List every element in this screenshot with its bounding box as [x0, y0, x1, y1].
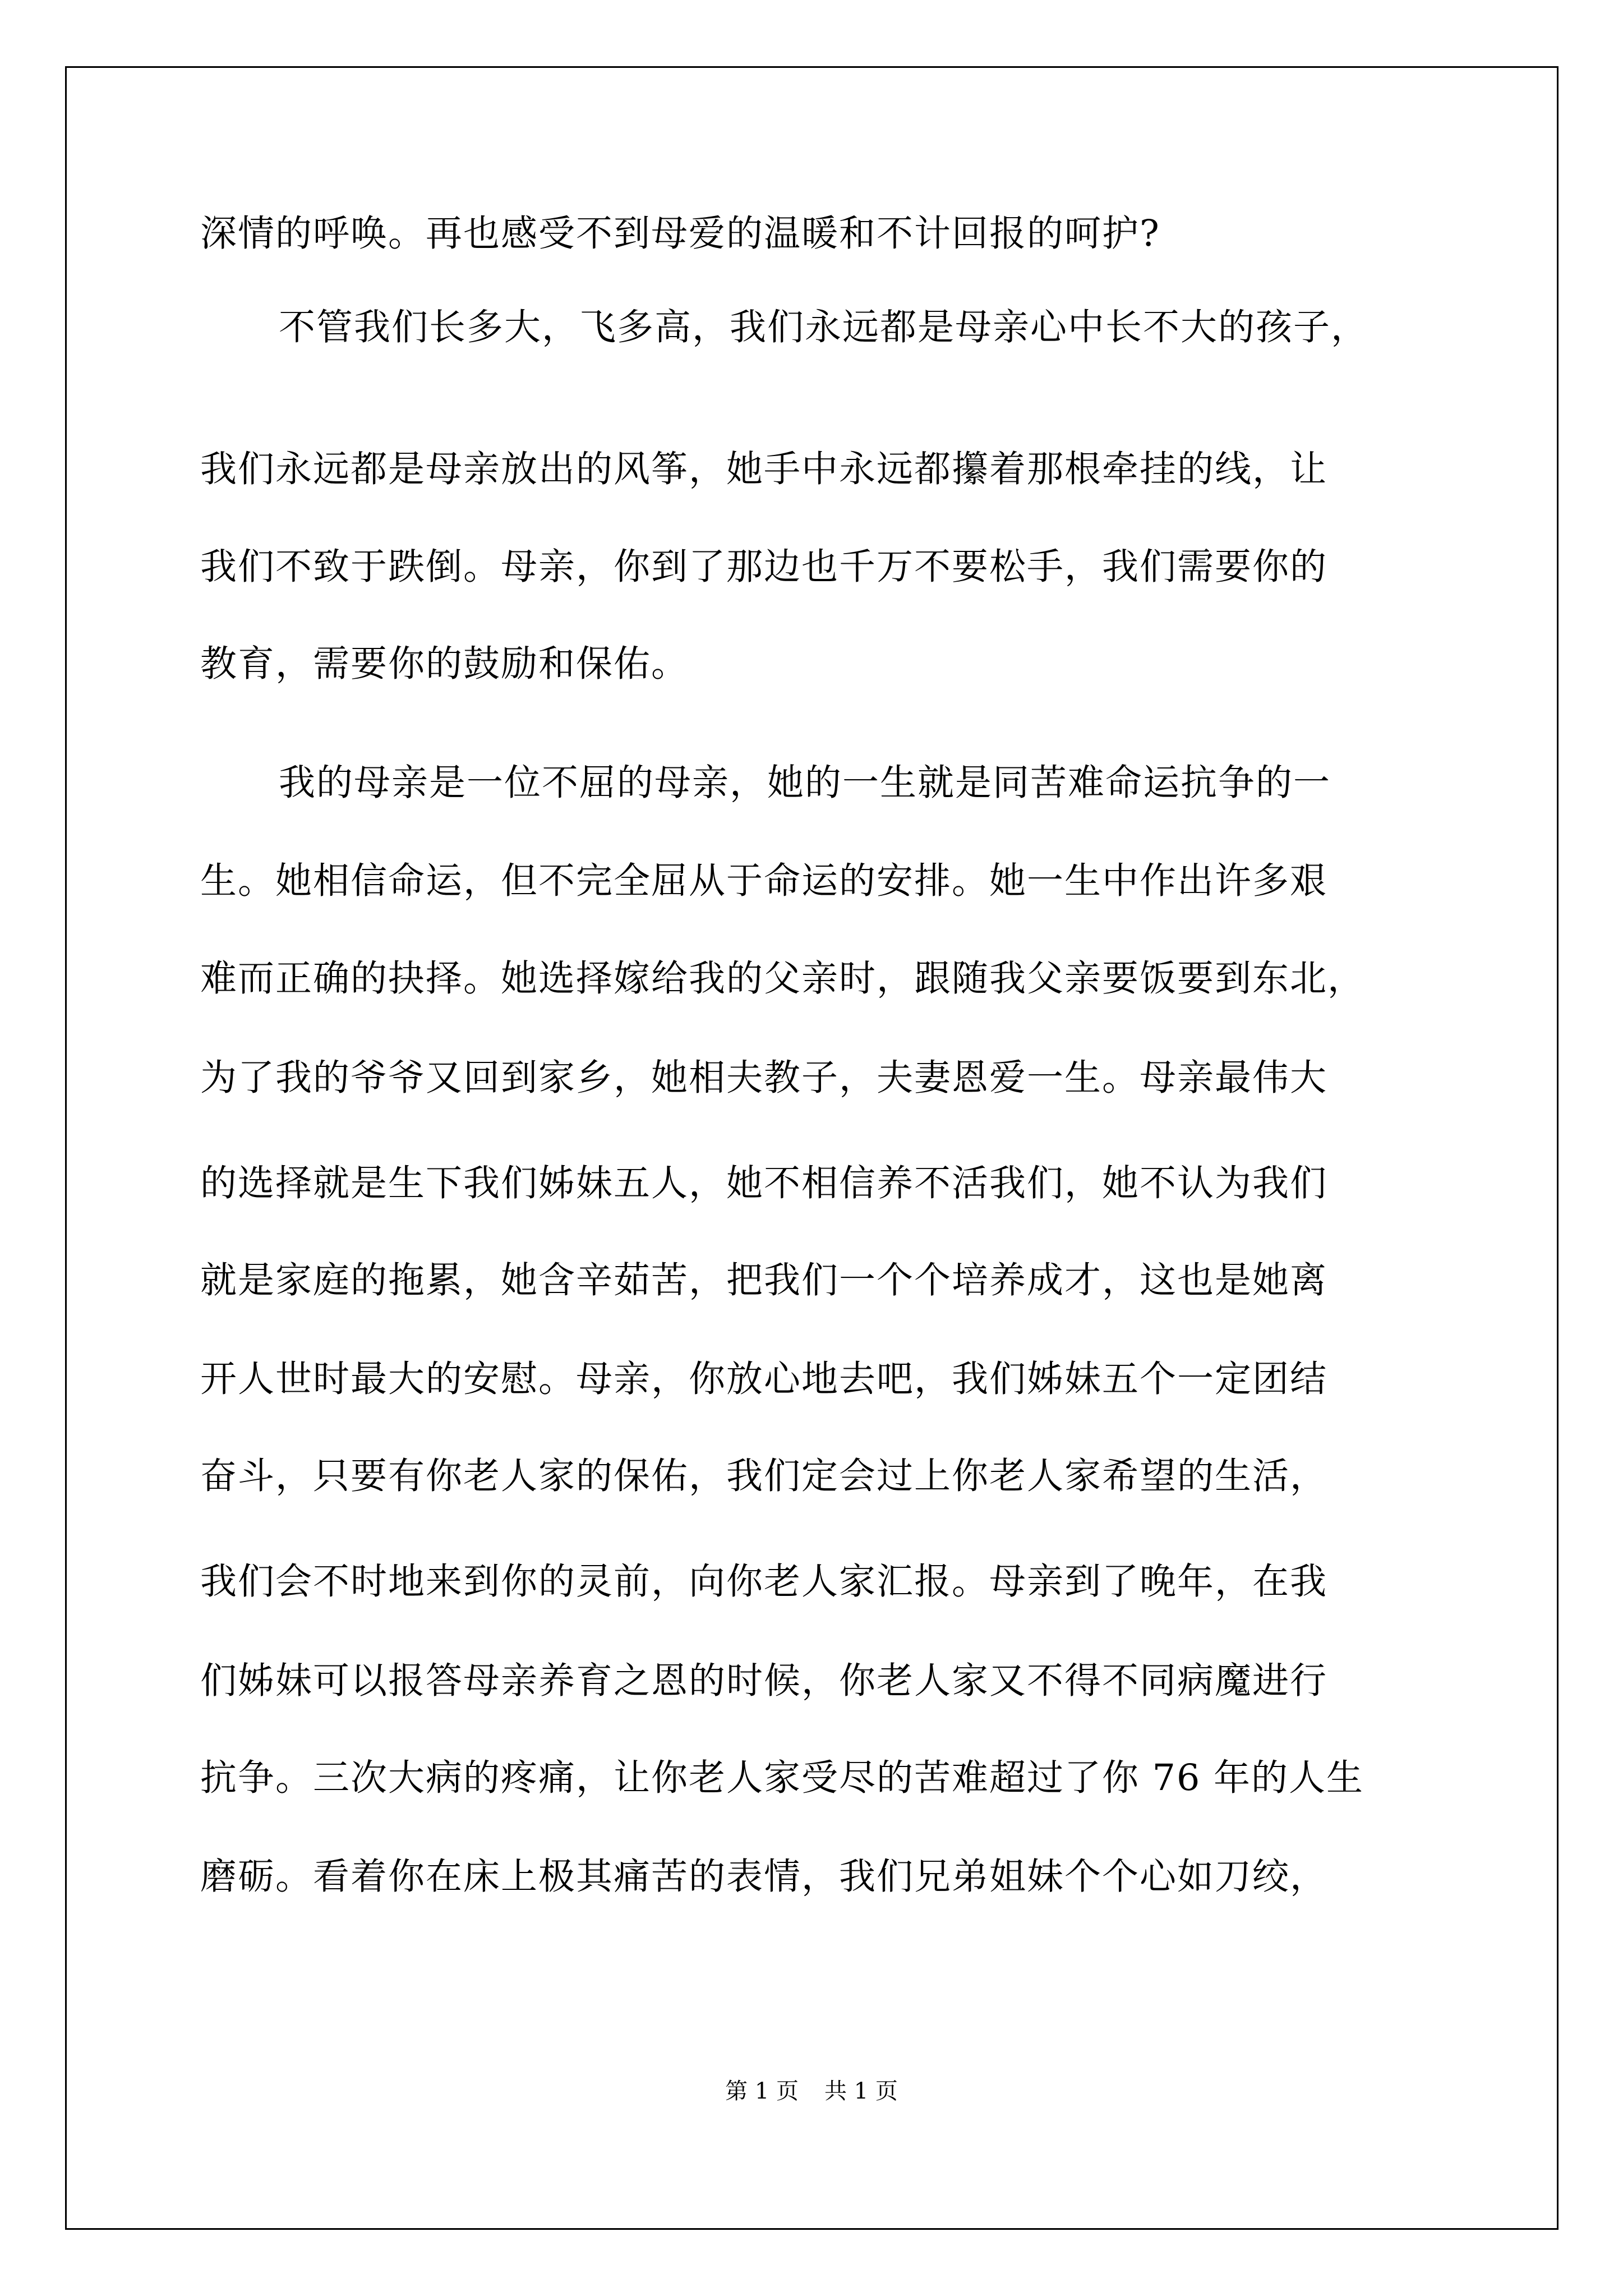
body-line: 磨砺。看着你在床上极其痛苦的表情，我们兄弟姐妹个个心如刀绞， — [200, 1856, 1328, 1898]
body-line: 奋斗，只要有你老人家的保佑，我们定会过上你老人家希望的生活， — [200, 1455, 1328, 1497]
body-line: 为了我的爷爷又回到家乡，她相夫教子，夫妻恩爱一生。母亲最伟大 — [200, 1057, 1328, 1099]
body-line: 我们永远都是母亲放出的风筝，她手中永远都攥着那根牵挂的线，让 — [200, 448, 1328, 490]
body-line: 的选择就是生下我们姊妹五人，她不相信养不活我们，她不认为我们 — [200, 1162, 1328, 1204]
paragraph-first-line: 不管我们长多大，飞多高，我们永远都是母亲心中长不大的孩子， — [279, 306, 1369, 348]
body-line: 难而正确的抉择。她选择嫁给我的父亲时，跟随我父亲要饭要到东北， — [200, 958, 1366, 1000]
body-line: 我们会不时地来到你的灵前，向你老人家汇报。母亲到了晚年，在我 — [200, 1561, 1328, 1603]
body-line: 抗争。三次大病的疼痛，让你老人家受尽的苦难超过了你 76 年的人生 — [200, 1757, 1364, 1799]
body-line: 生。她相信命运，但不完全屈从于命运的安排。她一生中作出许多艰 — [200, 860, 1328, 902]
body-line: 们姊妹可以报答母亲养育之恩的时候，你老人家又不得不同病魔进行 — [200, 1660, 1328, 1702]
body-line: 深情的呼唤。再也感受不到母爱的温暖和不计回报的呵护? — [200, 213, 1160, 255]
page-border — [65, 66, 1559, 2230]
page-footer — [0, 2077, 1623, 2105]
body-line: 开人世时最大的安慰。母亲，你放心地去吧，我们姊妹五个一定团结 — [200, 1358, 1328, 1400]
page-total: 共 1 页 — [824, 2078, 898, 2104]
body-line: 就是家庭的拖累，她含辛茹苦，把我们一个个培养成才，这也是她离 — [200, 1259, 1328, 1301]
page-number: 第 1 页 — [725, 2078, 799, 2104]
body-line: 教育，需要你的鼓励和保佑。 — [200, 643, 689, 685]
paragraph-first-line: 我的母亲是一位不屈的母亲，她的一生就是同苦难命运抗争的一 — [279, 762, 1331, 804]
body-line: 我们不致于跌倒。母亲，你到了那边也千万不要松手，我们需要你的 — [200, 546, 1328, 588]
